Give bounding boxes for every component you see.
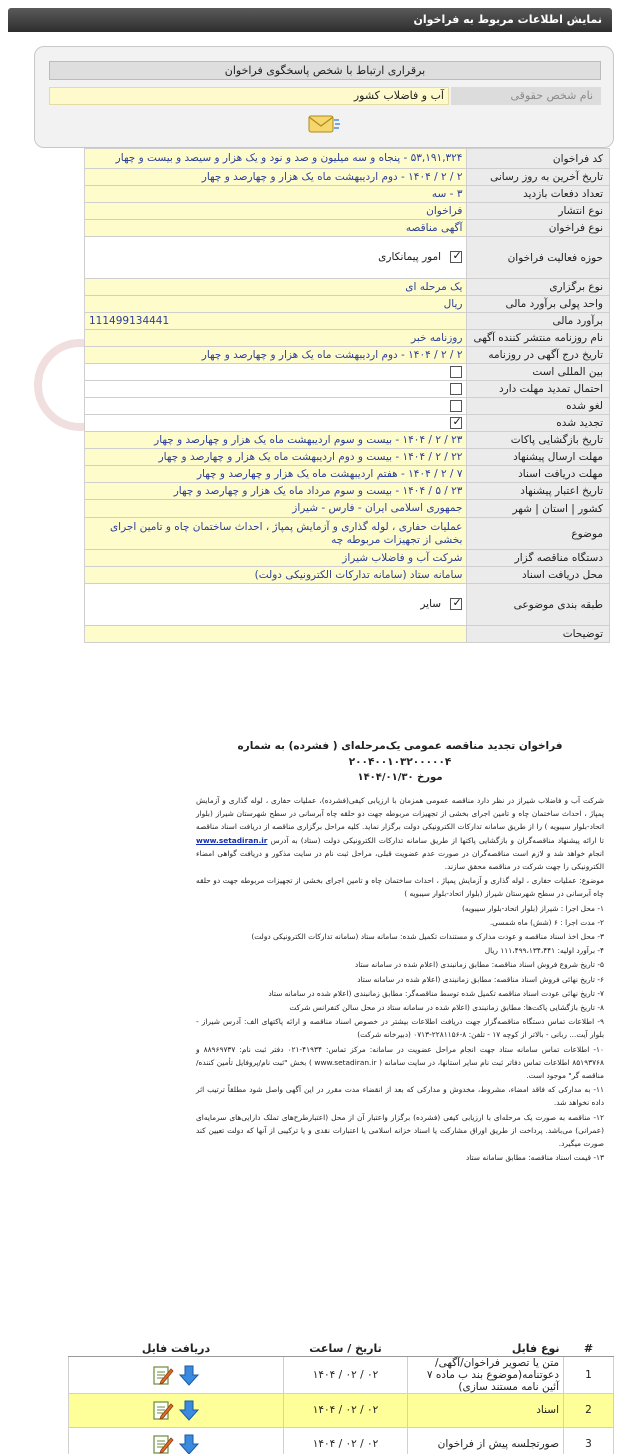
label: نوع برگزاری bbox=[467, 279, 610, 296]
header-type: نوع فایل bbox=[408, 1342, 564, 1356]
value: ۷ / ۲ / ۱۴۰۴ - هفتم اردیبهشت ماه یک هزار و چهارصد و چهار bbox=[85, 466, 467, 483]
value bbox=[85, 626, 467, 643]
notice-item: ۶- تاریخ نهائی فروش اسناد مناقصه: مطابق زمانبندی (اعلام شده در سامانه ستاد bbox=[357, 974, 604, 984]
setadiran-link[interactable]: www.setadiran.ir bbox=[196, 835, 268, 845]
notice-item: ۹- اطلاعات تماس دستگاه مناقصه‌گزار جهت دریافت اطلاعات بیشتر در خصوص اسناد مناقصه و ارائه پاکتهای الف: آدرس شیراز - بلوار آیت... ربانی - بالاتر از کوچه ۱۷ - تلفن: ۸-۲۲۸۱۱۵۶-۰۷۱۳ (دبیرخانه شرکت) bbox=[196, 1017, 604, 1040]
value: سامانه ستاد (سامانه تدارکات الکترونیکی دولت) bbox=[85, 567, 467, 584]
row-location bbox=[85, 500, 610, 518]
row-extension bbox=[85, 381, 610, 398]
edit-document-icon[interactable] bbox=[152, 1399, 174, 1421]
label: لغو شده bbox=[467, 398, 610, 415]
row-holding-type bbox=[85, 279, 610, 296]
value: عملیات حفاری ، لوله گذاری و آزمایش پمپاژ ، احداث ساختمان چاه و تامین اجرای بخشی از تجهیزات مربوطه چه bbox=[85, 518, 467, 550]
notice-intro bbox=[196, 794, 604, 873]
file-date: ۰۲ / ۰۲ / ۱۴۰۴ bbox=[284, 1356, 408, 1393]
label: حوزه فعالیت فراخوان bbox=[467, 237, 610, 279]
row-code bbox=[85, 149, 610, 169]
notice-item: ۵- تاریخ شروع فروش اسناد مناقصه: مطابق زمانبندی (اعلام شده در سامانه ستاد bbox=[354, 960, 604, 970]
contact-label: نام شخص حقوقی bbox=[451, 87, 601, 105]
row-validity bbox=[85, 483, 610, 500]
category-value: سایر bbox=[420, 597, 442, 610]
label: بین المللی است bbox=[467, 364, 610, 381]
edit-document-icon[interactable] bbox=[152, 1364, 174, 1386]
notice-intro-text: شرکت آب و فاضلاب شیراز در نظر دارد مناقصه عمومی همزمان با ارزیابی کیفی(فشرده)، عملیات حفاری ، لوله گذاری و آزمایش پمپاژ ، احداث ساختمان چاه و تامین اجرای بخشی از تجهیزات مربوطه جهت دو حلقه چاه آبرسانی در سطح شهرستان شیراز (بلوار اتحاد-بلوار سیبویه ) را از طریق سامانه تدارکات الکترونیکی دولت برگزار نماید. کلیه مراحل برگزاری مناقصه از دریافت اسناد مناقصه تا ارائه پیشنهاد مناقصه‌گران و بازگشایی پاکتها از طریق سامانه تدارکات الکترونیکی دولت (ستاد) به آدرس bbox=[196, 796, 604, 845]
label: واحد پولی برآورد مالی bbox=[467, 296, 610, 313]
label: طبقه بندی موضوعی bbox=[467, 584, 610, 626]
label: کشور | استان | شهر bbox=[467, 500, 610, 518]
value: ۳ - سه bbox=[85, 186, 467, 203]
file-type: اسناد bbox=[408, 1393, 564, 1427]
files-header-row bbox=[69, 1342, 614, 1356]
file-num: 3 bbox=[564, 1427, 614, 1454]
info-table bbox=[84, 148, 610, 643]
notice-date: مورخ ۱۴۰۴/۰۱/۳۰ bbox=[357, 772, 443, 783]
file-type: متن یا تصویر فراخوان/آگهی/دعوتنامه(موضوع بند ب ماده ۷ آئین نامه مستند سازی) bbox=[408, 1356, 564, 1393]
row-doc-deadline bbox=[85, 466, 610, 483]
edit-document-icon[interactable] bbox=[152, 1433, 174, 1454]
download-arrow-icon[interactable] bbox=[178, 1433, 200, 1454]
file-num: 2 bbox=[564, 1393, 614, 1427]
files-table bbox=[68, 1342, 614, 1454]
label: کد فراخوان bbox=[467, 149, 610, 169]
row-open-date bbox=[85, 432, 610, 449]
notice-subject: موضوع: عملیات حفاری ، لوله گذاری و آزمایش پمپاژ ، احداث ساختمان چاه و تامین اجرای بخشی از تجهیزات مربوطه جهت دو حلقه چاه آبرسانی در سطح شهرستان شیراز (بلوار اتحاد-بلوار سیبویه ) bbox=[196, 876, 604, 899]
value: ۲ / ۲ / ۱۴۰۴ - دوم اردیبهشت ماه یک هزار و چهارصد و چهار bbox=[85, 347, 467, 364]
value: ریال bbox=[85, 296, 467, 313]
value: 111499134441 bbox=[85, 313, 467, 330]
envelope-icon[interactable] bbox=[307, 111, 341, 137]
notice-item: ۱۰- اطلاعات تماس سامانه ستاد جهت انجام مراحل عضویت در سامانه: مرکز تماس: ۴۱۹۳۴-۰۲۱ دفتر ثبت نام: ۸۸۹۶۹۷۳۷ و ۸۵۱۹۳۷۶۸ اطلاعات تماس دفاتر ثبت نام سایر استانها، در سایت سامانه ( www.setadiran.ir ) بخش "ثبت نام/پروفایل تأمین کننده/مناقصه گر" موجود است. bbox=[196, 1044, 604, 1081]
extension-checkbox[interactable] bbox=[450, 383, 462, 395]
cancelled-checkbox[interactable] bbox=[450, 400, 462, 412]
window-title: نمایش اطلاعات مربوط به فراخوان bbox=[8, 8, 612, 32]
value: فراخوان bbox=[85, 203, 467, 220]
label: تاریخ آخرین به روز رسانی bbox=[467, 169, 610, 186]
row-international bbox=[85, 364, 610, 381]
label: احتمال تمدید مهلت دارد bbox=[467, 381, 610, 398]
value: ۵۳,۱۹۱,۳۲۴ - پنجاه و سه میلیون و صد و نود و یک هزار و سیصد و بیست و چهار bbox=[85, 149, 467, 169]
label: تاریخ بازگشایی پاکات bbox=[467, 432, 610, 449]
contact-row bbox=[49, 87, 601, 105]
value: روزنامه خبر bbox=[85, 330, 467, 347]
row-estimate bbox=[85, 313, 610, 330]
label: مهلت دریافت اسناد bbox=[467, 466, 610, 483]
row-notes bbox=[85, 626, 610, 643]
value: جمهوری اسلامی ایران - فارس - شیراز bbox=[85, 500, 467, 518]
notice-item: ۱۱- به مدارکی که فاقد امضاء، مشروط، مخدوش و مدارکی که بعد از انقضاء مدت مقرر در این آگهی واصل شود مطلقاً ترتیب اثر داده نخواهد شد. bbox=[196, 1085, 604, 1108]
notice-item: ۴- برآورد اولیه: ۱۱۱،۴۹۹،۱۳۴،۴۴۱ ریال bbox=[484, 946, 604, 956]
notice-item: ۸- تاریخ بازگشایی پاکت‌ها: مطابق زمانبندی (اعلام شده در سامانه ستاد در محل سالن کنفرانس شرکت bbox=[289, 1003, 604, 1013]
notice-title: فراخوان تجدید مناقصه عمومی یک‌مرحله‌ای ( فشرده) به شماره ۲۰۰۴۰۰۱۰۳۲۰۰۰۰۰۴ bbox=[237, 740, 563, 768]
file-num: 1 bbox=[564, 1356, 614, 1393]
row-newspaper-date bbox=[85, 347, 610, 364]
header-date: تاریخ / ساعت bbox=[284, 1342, 408, 1356]
row-submit-deadline bbox=[85, 449, 610, 466]
label: برآورد مالی bbox=[467, 313, 610, 330]
row-category bbox=[85, 584, 610, 626]
category-checkbox[interactable] bbox=[450, 598, 462, 610]
file-date: ۰۲ / ۰۲ / ۱۴۰۴ bbox=[284, 1427, 408, 1454]
notice-intro2-text: انجام خواهد شد و لازم است مناقصه‌گران در صورت عدم عضویت قبلی، مراحل ثبت نام در سایت مذکور و دریافت گواهی امضاء الکترونیکی را جهت شرکت در مناقصه محقق سازند. bbox=[196, 848, 604, 872]
notice-item: ۲- مدت اجرا : ۶ (شش) ماه شمسی. bbox=[489, 917, 604, 927]
row-renewed bbox=[85, 415, 610, 432]
label: تجدید شده bbox=[467, 415, 610, 432]
row-visits bbox=[85, 186, 610, 203]
row-publish-type bbox=[85, 203, 610, 220]
file-row bbox=[69, 1427, 614, 1454]
contact-panel bbox=[34, 46, 614, 148]
contact-value: آب و فاضلاب کشور bbox=[49, 87, 449, 105]
label: موضوع bbox=[467, 518, 610, 550]
international-checkbox[interactable] bbox=[450, 366, 462, 378]
renewed-checkbox[interactable] bbox=[450, 417, 462, 429]
label: نوع فراخوان bbox=[467, 220, 610, 237]
header-download: دریافت فایل bbox=[69, 1342, 284, 1356]
notice-item: ۱۲- مناقصه به صورت یک مرحله‌ای با ارزیابی کیفی (فشرده) برگزار واعتبار آن از محل (اعتبارطرح‌های تملک دارایی‌های سرمایه‌ای (عمرانی) می‌باشد. پرداخت از طریق اوراق مشارکت یا اسناد خزانه اسلامی یا اعتبارات نقدی و یا ترکیبی از آنها که دولت تعیین کند صورت میگیرد. bbox=[196, 1112, 604, 1149]
activity-value: امور پیمانکاری bbox=[378, 250, 442, 263]
label: دستگاه مناقصه گزار bbox=[467, 550, 610, 567]
value: ۲۳ / ۲ / ۱۴۰۴ - بیست و سوم اردیبهشت ماه یک هزار و چهارصد و چهار bbox=[85, 432, 467, 449]
row-tender-type bbox=[85, 220, 610, 237]
notice-item: ۱۳- قیمت اسناد مناقصه: مطابق سامانه ستاد bbox=[466, 1153, 604, 1163]
notice-image bbox=[196, 738, 604, 1290]
label: توضیحات bbox=[467, 626, 610, 643]
row-doc-place bbox=[85, 567, 610, 584]
label: مهلت ارسال پیشنهاد bbox=[467, 449, 610, 466]
value: ۲۲ / ۲ / ۱۴۰۴ - بیست و دوم اردیبهشت ماه یک هزار و چهارصد و چهار bbox=[85, 449, 467, 466]
file-row bbox=[69, 1393, 614, 1427]
file-date: ۰۲ / ۰۲ / ۱۴۰۴ bbox=[284, 1393, 408, 1427]
value: آگهی مناقصه bbox=[85, 220, 467, 237]
file-type: صورتجلسه پیش از فراخوان bbox=[408, 1427, 564, 1454]
header-num: # bbox=[564, 1342, 614, 1356]
notice-item: ۱- محل اجرا : شیراز (بلوار اتحاد-بلوار سیبویه) bbox=[461, 903, 604, 913]
download-arrow-icon[interactable] bbox=[178, 1364, 200, 1386]
value: ۲ / ۲ / ۱۴۰۴ - دوم اردیبهشت ماه یک هزار و چهارصد و چهار bbox=[85, 169, 467, 186]
notice-item: ۷- تاریخ نهائی عودت اسناد مناقصه تکمیل شده توسط مناقصه‌گر: مطابق زمانبندی (اعلام شده در سامانه ستاد bbox=[268, 988, 604, 998]
label: نوع انتشار bbox=[467, 203, 610, 220]
label: نام روزنامه منتشر کننده آگهی bbox=[467, 330, 610, 347]
row-newspaper bbox=[85, 330, 610, 347]
label: تعداد دفعات بازدید bbox=[467, 186, 610, 203]
row-activity bbox=[85, 237, 610, 279]
activity-checkbox[interactable] bbox=[450, 251, 462, 263]
row-currency bbox=[85, 296, 610, 313]
value: شرکت آب و فاضلاب شیراز bbox=[85, 550, 467, 567]
row-subject bbox=[85, 518, 610, 550]
label: تاریخ درج آگهی در روزنامه bbox=[467, 347, 610, 364]
contact-header: برقراری ارتباط با شخص پاسخگوی فراخوان bbox=[49, 61, 601, 80]
file-row bbox=[69, 1356, 614, 1393]
row-organizer bbox=[85, 550, 610, 567]
label: محل دریافت اسناد bbox=[467, 567, 610, 584]
value: ۲۳ / ۵ / ۱۴۰۴ - بیست و سوم مرداد ماه یک هزار و چهارصد و چهار bbox=[85, 483, 467, 500]
value: یک مرحله ای bbox=[85, 279, 467, 296]
notice-item: ۳- محل اخذ اسناد مناقصه و عودت مدارک و مستندات تکمیل شده: سامانه ستاد (سامانه تدارکات الکترونیکی دولت) bbox=[251, 932, 604, 942]
label: تاریخ اعتبار پیشنهاد bbox=[467, 483, 610, 500]
row-cancelled bbox=[85, 398, 610, 415]
download-arrow-icon[interactable] bbox=[178, 1399, 200, 1421]
row-last-update bbox=[85, 169, 610, 186]
